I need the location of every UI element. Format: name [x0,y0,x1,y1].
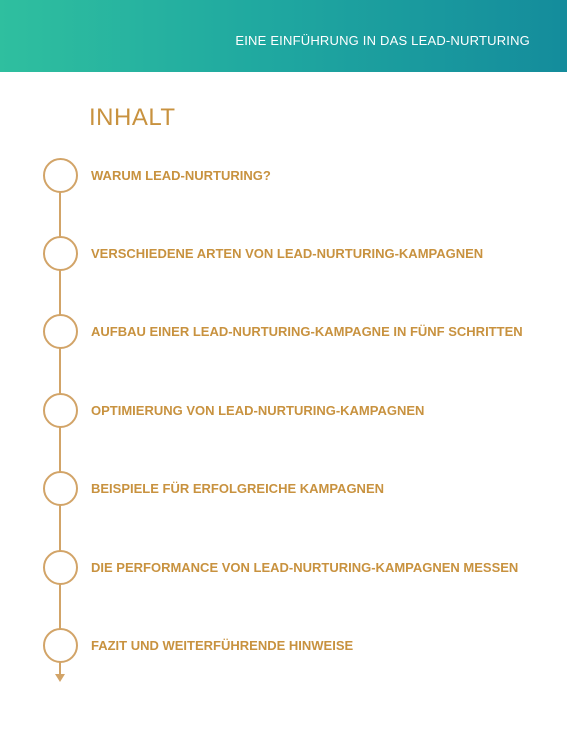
timeline-circle-icon [43,550,78,585]
timeline-arrow-icon [55,674,65,682]
toc-item-performance[interactable] [43,550,553,584]
timeline-circle-icon [43,393,78,428]
timeline-circle-icon [43,236,78,271]
timeline-circle-icon [43,314,78,349]
timeline-circle-icon [43,628,78,663]
timeline-circle-icon [43,158,78,193]
toc-item-label: WARUM LEAD-NURTURING? [91,167,271,183]
toc-item-label: AUFBAU EINER LEAD-NURTURING-KAMPAGNE IN FÜNF SCHRITTEN [91,323,523,339]
header-banner [0,0,567,72]
toc-item-warum-lead-nurturing[interactable] [43,158,553,192]
toc-item-fazit[interactable] [43,628,553,662]
toc-item-label: VERSCHIEDENE ARTEN VON LEAD-NURTURING-KAMPAGNEN [91,245,484,261]
toc-item-arten-kampagnen[interactable] [43,236,553,270]
toc-item-label: DIE PERFORMANCE VON LEAD-NURTURING-KAMPAGNEN MESSEN [91,559,519,575]
toc-heading: INHALT [89,104,176,131]
toc-item-label: FAZIT UND WEITERFÜHRENDE HINWEISE [91,637,354,653]
toc-item-optimierung[interactable] [43,393,553,427]
toc-item-aufbau-kampagne[interactable] [43,314,553,348]
toc-item-label: OPTIMIERUNG VON LEAD-NURTURING-KAMPAGNEN [91,402,425,418]
document-title: EINE EINFÜHRUNG IN DAS LEAD-NURTURING [235,33,530,48]
timeline-circle-icon [43,471,78,506]
toc-item-beispiele[interactable] [43,471,553,505]
toc-item-label: BEISPIELE FÜR ERFOLGREICHE KAMPAGNEN [91,480,385,496]
